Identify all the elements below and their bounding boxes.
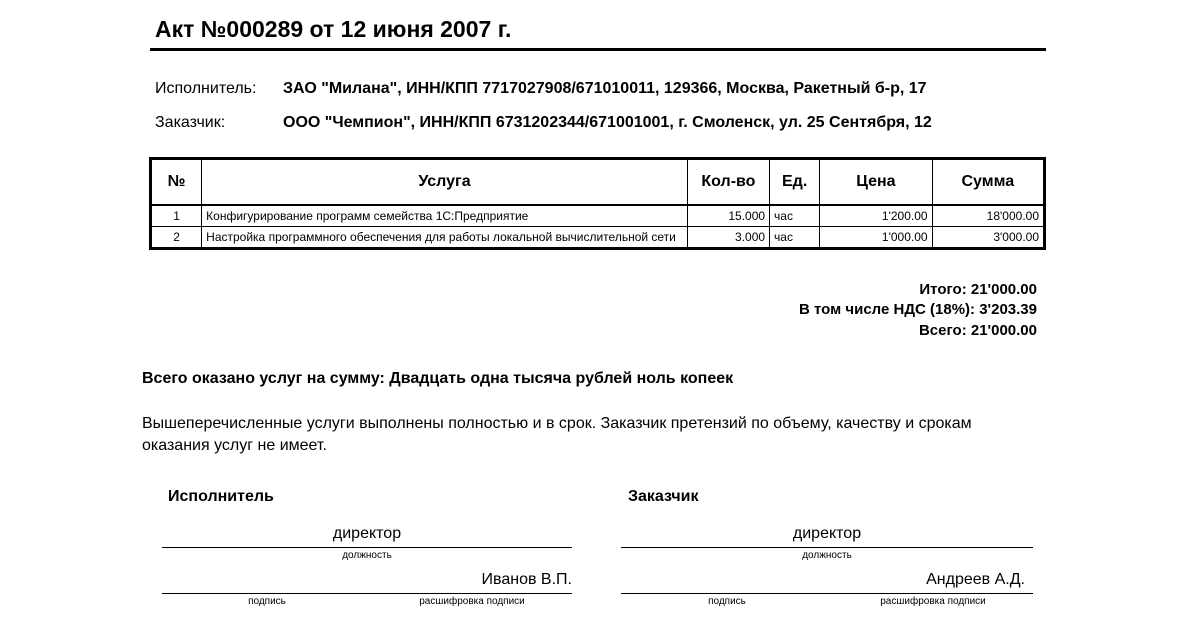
row-price: 1'000.00 xyxy=(820,227,932,249)
row-service: Конфигурирование программ семейства 1С:Предприятие xyxy=(202,205,688,227)
grand-total: Всего: 21'000.00 xyxy=(918,322,1037,339)
customer-position: директор xyxy=(792,525,862,542)
customer-position-caption: должность xyxy=(802,550,852,561)
row-unit: час xyxy=(770,205,820,227)
row-unit: час xyxy=(770,227,820,249)
column-header-unit: Ед. xyxy=(770,159,820,206)
row-price: 1'200.00 xyxy=(820,205,932,227)
row-qty: 3.000 xyxy=(687,227,769,249)
customer-signature-heading: Заказчик xyxy=(628,488,699,505)
row-service: Настройка программного обеспечения для работы локальной вычислительной сети xyxy=(202,227,688,249)
customer-decode-caption: расшифровка подписи xyxy=(880,596,986,607)
executor-label: Исполнитель: xyxy=(155,80,257,97)
row-num: 2 xyxy=(151,227,202,249)
column-header-qty: Кол-во xyxy=(687,159,769,206)
customer-signature-line xyxy=(621,593,1033,594)
row-num: 1 xyxy=(151,205,202,227)
executor-signature-heading: Исполнитель xyxy=(168,488,274,505)
table-row xyxy=(151,205,1045,227)
customer-name: Андреев А.Д. xyxy=(926,571,1025,588)
document-title: Акт №000289 от 12 июня 2007 г. xyxy=(155,16,512,42)
executor-decode-caption: расшифровка подписи xyxy=(419,596,525,607)
column-header-service: Услуга xyxy=(202,159,688,206)
row-qty: 15.000 xyxy=(687,205,769,227)
customer-value: ООО "Чемпион", ИНН/КПП 6731202344/671001001, г. Смоленск, ул. 25 Сентября, 12 xyxy=(283,114,932,131)
column-header-num: № xyxy=(151,159,202,206)
sum-in-words: Всего оказано услуг на сумму: Двадцать одна тысяча рублей ноль копеек xyxy=(142,370,734,387)
executor-signature-line xyxy=(162,593,572,594)
executor-position-caption: должность xyxy=(342,550,392,561)
completion-note: Вышеперечисленные услуги выполнены полностью и в срок. Заказчик претензий по объему, качеству и срокам оказания услуг не имеет. xyxy=(142,415,972,454)
vat-total: В том числе НДС (18%): 3'203.39 xyxy=(799,301,1037,318)
table-row xyxy=(151,227,1045,249)
table-header-row xyxy=(151,159,1045,206)
executor-position: директор xyxy=(332,525,402,542)
executor-value: ЗАО "Милана", ИНН/КПП 7717027908/671010011, 129366, Москва, Ракетный б-р, 17 xyxy=(283,80,927,97)
column-header-sum: Сумма xyxy=(932,159,1044,206)
executor-name: Иванов В.П. xyxy=(481,571,572,588)
customer-label: Заказчик: xyxy=(155,114,226,131)
customer-position-line xyxy=(621,547,1033,548)
row-sum: 18'000.00 xyxy=(932,205,1044,227)
executor-position-line xyxy=(162,547,572,548)
services-table xyxy=(149,157,1046,250)
row-sum: 3'000.00 xyxy=(932,227,1044,249)
subtotal: Итого: 21'000.00 xyxy=(919,281,1037,298)
customer-signature-caption: подпись xyxy=(708,596,746,607)
title-underline xyxy=(150,48,1046,51)
executor-signature-caption: подпись xyxy=(248,596,286,607)
column-header-price: Цена xyxy=(820,159,932,206)
